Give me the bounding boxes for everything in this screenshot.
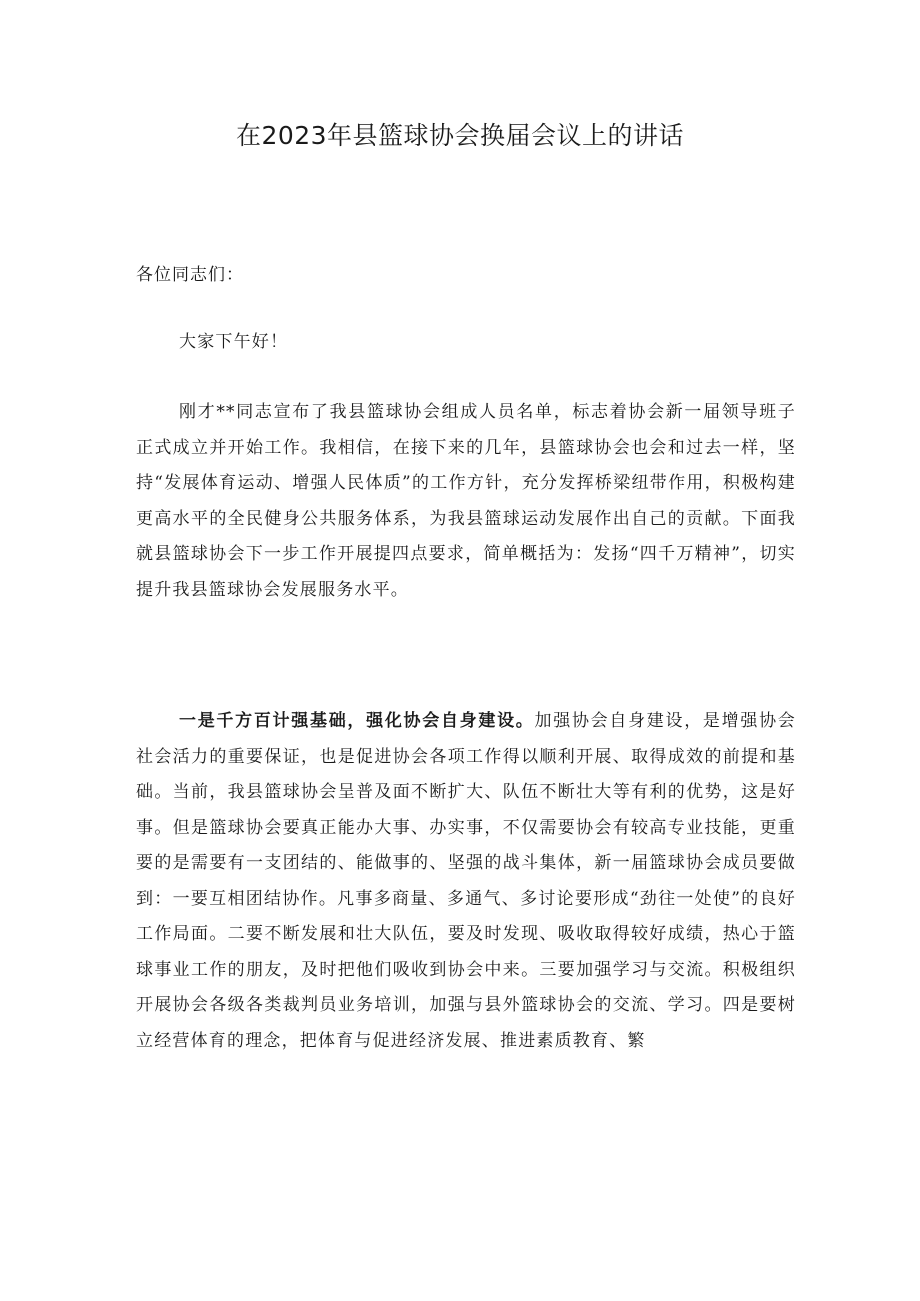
- salutation: 各位同志们：: [136, 265, 244, 285]
- paragraph-body-text: 加强协会自身建设，是增强协会社会活力的重要保证，也是促进协会各项工作得以顺利开展、取得成效的前提和基础。当前，我县篮球协会呈普及面不断扩大、队伍不断壮大等有利的优势，这是好事。但是篮球协会要真正能办大事、办实事，不仅需要协会有较高专业技能，更重要的是需要有一支团结的、能做事的、坚强的战斗集体，新一届篮球协会成员要做到：一要互相团结协作。凡事多商量、多通气、多讨论要形成“劲往一处使”的良好工作局面。二要不断发展和壮大队伍，要及时发现、吸收取得较好成绩，热心于篮球事业工作的朋友，及时把他们吸收到协会中来。三要加强学习与交流。积极组织开展协会各级各类裁判员业务培训，加强与县外篮球协会的交流、学习。四是要树立经营体育的理念，把体育与促进经济发展、推进素质教育、繁: [136, 711, 796, 1051]
- paragraph-point-one: [136, 704, 796, 1059]
- paragraph-intro: 刚才**同志宣布了我县篮球协会组成人员名单，标志着协会新一届领导班子正式成立并开始工作。我相信，在接下来的几年，县篮球协会也会和过去一样，坚持“发展体育运动、增强人民体质”的工作方针，充分发挥桥梁纽带作用，积极构建更高水平的全民健身公共服务体系，为我县篮球运动发展作出自己的贡献。下面我就县篮球协会下一步工作开展提四点要求，简单概括为：发扬“四千万精神”，切实提升我县篮球协会发展服务水平。: [136, 402, 796, 600]
- greeting: 大家下午好！: [179, 332, 289, 352]
- paragraph-lead-heading: 一是千方百计强基础，强化协会自身建设。: [179, 711, 535, 731]
- document-title: 在2023年县篮球协会换届会议上的讲话: [235, 121, 685, 150]
